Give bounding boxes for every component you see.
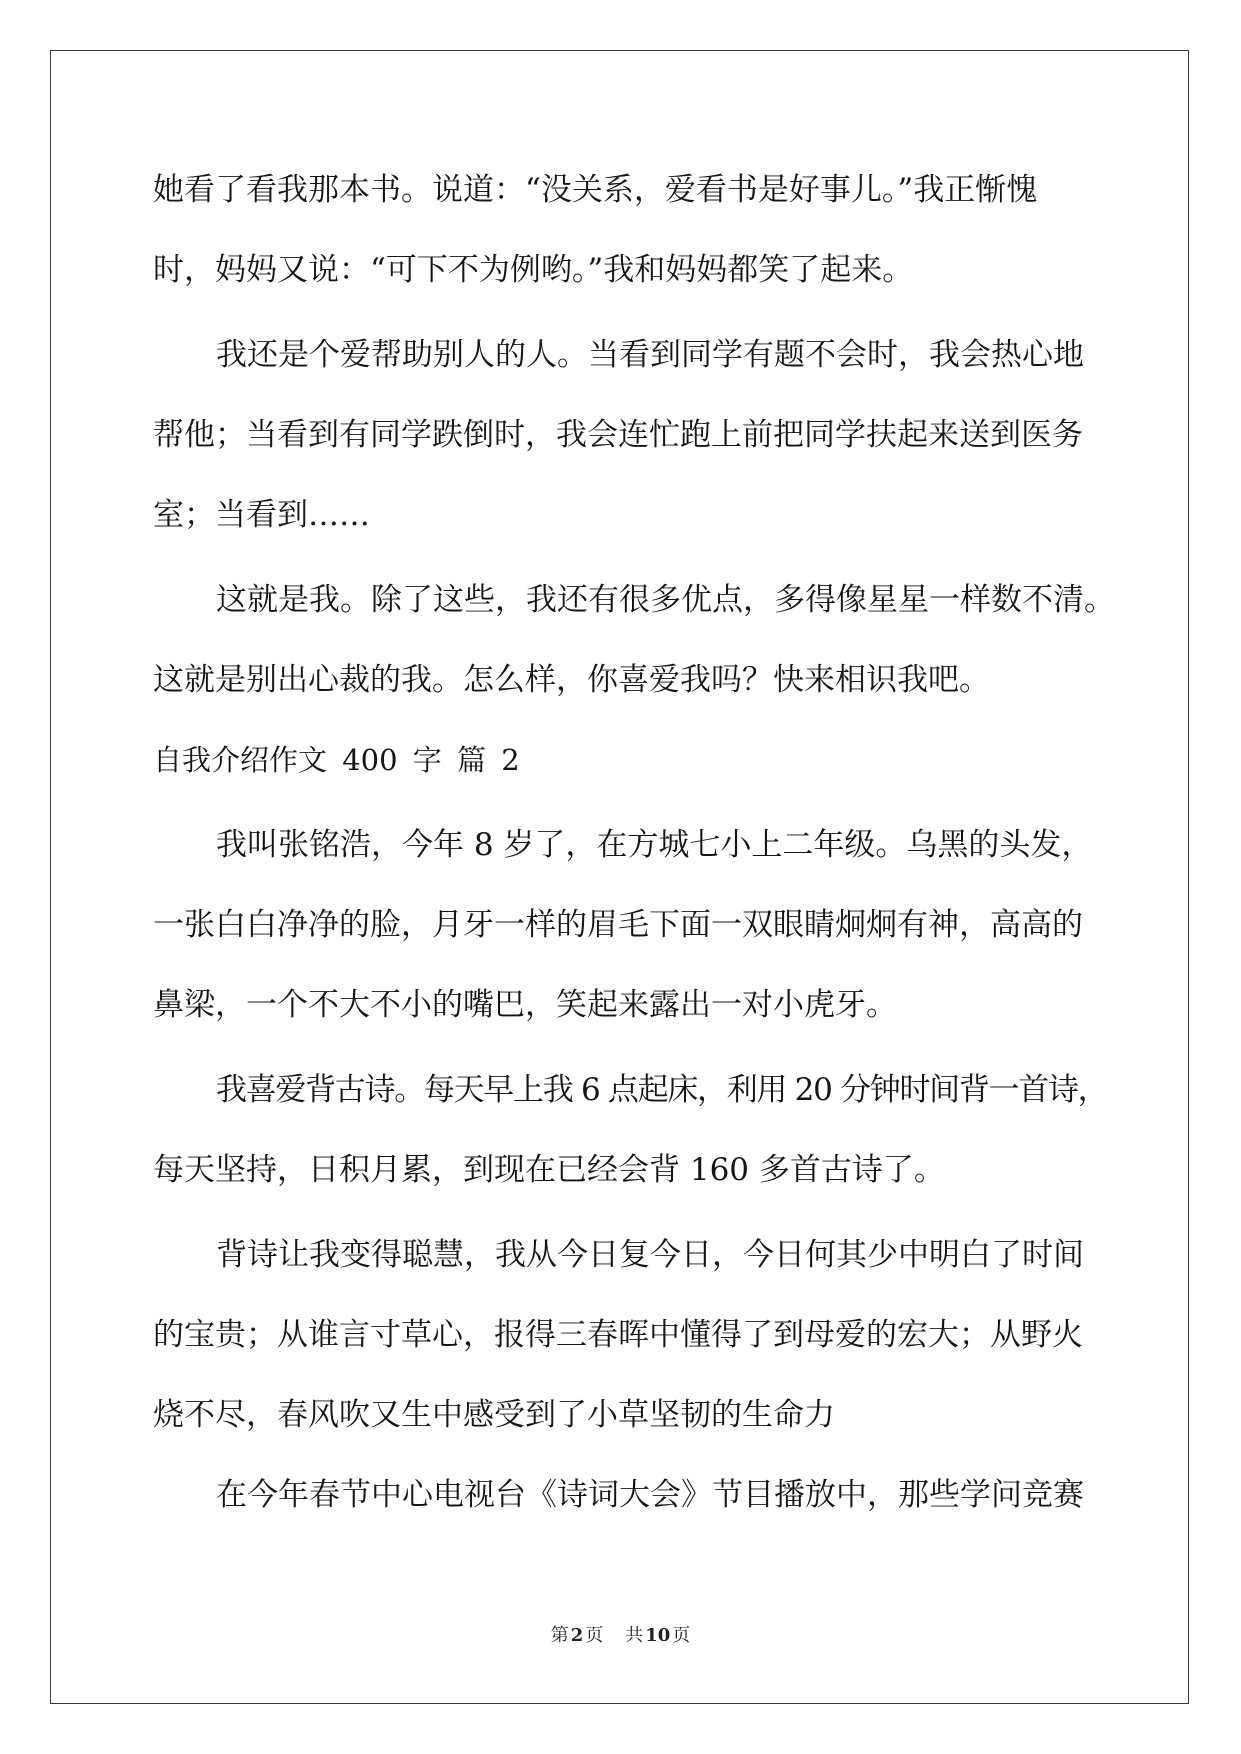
text-line: 烧不尽，春风吹又生中感受到了小草坚韧的生命力 xyxy=(153,1397,835,1433)
text-line: 这就是我。除了这些，我还有很多优点，多得像星星一样数不清。 xyxy=(216,582,1115,618)
paragraph xyxy=(153,805,1093,1045)
text-line: 每天坚持，日积月累，到现在已经会背 160 多首古诗了。 xyxy=(153,1152,945,1188)
text-line: 背诗让我变得聪慧，我从今日复今日，今日何其少中明白了时间 xyxy=(216,1237,1084,1273)
text-line: 我还是个爱帮助别人的人。当看到同学有题不会时，我会热心地 xyxy=(216,337,1084,373)
page-number: 2 xyxy=(570,1625,584,1646)
text-line: 鼻梁，一个不大不小的嘴巴，笑起来露出一对小虎牙。 xyxy=(153,987,897,1023)
page-prefix: 第 xyxy=(550,1625,569,1646)
text-line: 在今年春节中心电视台《诗词大会》节目播放中，那些学问竞赛 xyxy=(216,1477,1084,1513)
text-line: 一张白白净净的脸，月牙一样的眉毛下面一双眼睛炯炯有神，高高的 xyxy=(153,907,1083,943)
text-line: 我叫张铭浩，今年 8 岁了，在方城七小上二年级。乌黑的头发， xyxy=(216,827,1093,863)
paragraph xyxy=(153,150,1090,310)
page-footer xyxy=(0,1624,1241,1648)
paragraph xyxy=(153,1215,1090,1455)
paragraph xyxy=(153,315,1090,555)
text-line: 的宝贵；从谁言寸草心，报得三春晖中懂得了到母爱的宏大；从野火 xyxy=(153,1317,1083,1353)
paragraph xyxy=(153,1050,1108,1210)
document-body xyxy=(153,150,1115,1535)
total-pages: 10 xyxy=(645,1625,671,1646)
text-line: 帮他；当看到有同学跌倒时，我会连忙跑上前把同学扶起来送到医务 xyxy=(153,417,1083,453)
text-line: 时，妈妈又说：“可下不为例哟。”我和妈妈都笑了起来。 xyxy=(153,252,914,288)
total-suffix: 页 xyxy=(672,1625,691,1646)
total-prefix: 共 xyxy=(625,1625,644,1646)
text-line: 她看了看我那本书。说道：“没关系，爱看书是好事儿。”我正惭愧 xyxy=(153,172,1038,208)
section-heading: 自我介绍作文 400 字 篇 2 xyxy=(153,743,520,777)
paragraph xyxy=(153,1455,1090,1535)
text-line: 我喜爱背古诗。每天早上我 6 点起床，利用 20 分钟时间背一首诗， xyxy=(216,1072,1108,1108)
text-line: 这就是别出心裁的我。怎么样，你喜爱我吗？快来相识我吧。 xyxy=(153,662,990,698)
text-line: 室；当看到…… xyxy=(153,497,370,533)
paragraph xyxy=(153,560,1115,720)
page-suffix: 页 xyxy=(585,1625,604,1646)
